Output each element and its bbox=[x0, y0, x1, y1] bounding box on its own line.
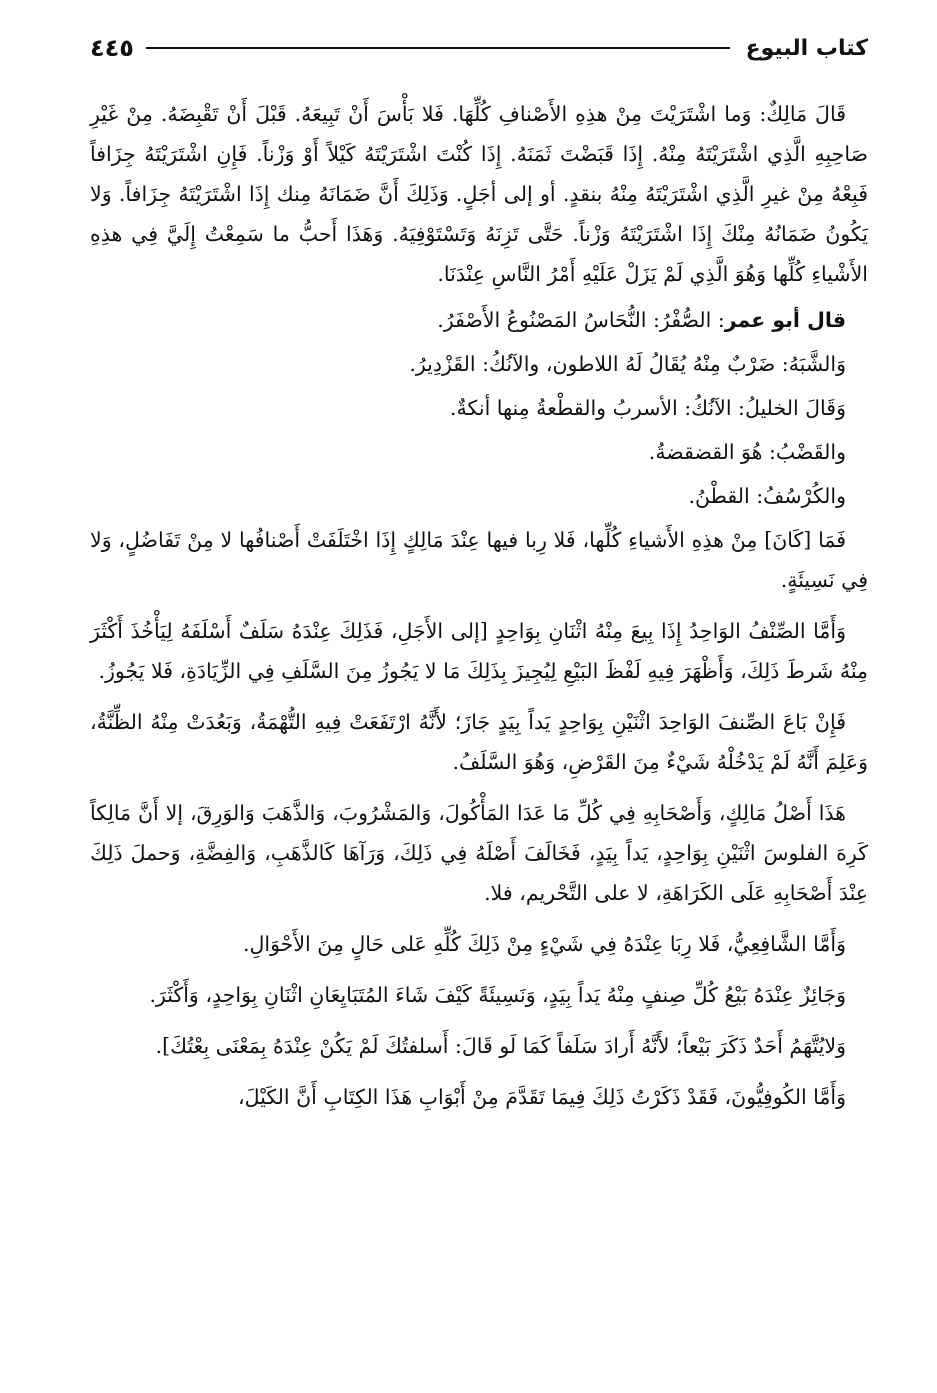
page-number: ٤٤٥ bbox=[90, 34, 134, 62]
paragraph-1: قَالَ مَالِكٌ: وَما اشْتَرَيْتَ مِنْ هذِهِ الأَصْنافِ كُلِّهَا. فَلا بَأْسَ أَنْ تَبِيعَهُ. قَبْلَ أَنْ تَقْبِضَهُ. مِنْ غَيْرِ صَاحِبِهِ الَّذِي اشْتَرَيْتَهُ مِنْهُ. إِذَا قَبَضْتَ ثَمَنَهُ. إِذَا كُنْتَ اشْتَرَيْتَهُ كَيْلاً أَوْ وَزْناً. فَإِنِ اشْتَرَيْتَهُ جِزَافاً فَبِعْهُ مِنْ غيرِ الَّذِي اشْتَرَيْتَهُ مِنْهُ بنقدٍ. أو إلى أجَلٍ. وَذَلِكَ أَنَّ ضَمَانَهُ مِنك إِذَا اشْتَرَيْتَهُ جِزَافاً. وَلا يَكُونُ ضَمَانُهُ مِنْكَ إِذَا اشْتَرَيْتَهُ وَزْناً. حَتَّى تَزِنَهُ وَتَسْتَوْفِيَهُ. وَهَذَا أَحبُّ ما سَمِعْتُ إِلَيَّ فِي هذِهِ الأَشْياءِ كُلِّها وَهُوَ الَّذِي لَمْ يَزَلْ عَلَيْهِ أَمْرُ النَّاسِ عِنْدَنَا. bbox=[90, 102, 868, 286]
header-rule bbox=[146, 47, 730, 49]
book-page bbox=[90, 28, 868, 1378]
paragraph-7: فَمَا [كَانَ] مِنْ هذِهِ الأَشياءِ كُلِّها، فَلا رِبا فيها عِنْدَ مَالِكٍ إِذَا اخْتَلَفَتْ أَصْنافُها لا مِنْ تَفَاضُلٍ، وَلا فِي نَسِيئَةٍ. bbox=[90, 528, 868, 592]
paragraph-6: والكُرْسُفُ: القطْنُ. bbox=[688, 484, 846, 508]
book-title: كتاب البيوع bbox=[745, 35, 868, 61]
paragraph-11: وَأَمَّا الشَّافِعِيُّ، فَلا رِبَا عِنْدَهُ فِي شَيْءٍ مِنْ ذَلِكَ كُلِّهِ عَلى حَالٍ مِنَ الأَحْوَالِ. bbox=[242, 932, 846, 956]
paragraph-4: وَقَالَ الخليلُ: الآنُكُ: الأسربُ والقطْعةُ مِنها أنكةٌ. bbox=[450, 396, 846, 420]
paragraph-9: فَإِنْ بَاعَ الصِّنفَ الوَاحِدَ اثْنَيْنِ بِوَاحِدٍ يَداً بِيَدٍ جَازَ؛ لأَنَّهُ ارْتَفَعَتْ فِيهِ التُّهْمَةُ، وَبَعُدَتْ مِنْهُ الظِّنَّةُ، وَعَلِمَ أَنَّهُ لَمْ يَدْخُلْهُ شَيْءٌ مِنَ القَرْضِ، وَهُوَ السَّلَفُ. bbox=[90, 710, 868, 774]
speaker-label: قال أبو عمر bbox=[724, 308, 846, 332]
paragraph-14: وَأَمَّا الكُوفِيُّونَ، فَقَدْ ذَكَرْتُ ذَلِكَ فِيمَا تَقَدَّمَ مِنْ أَبْوَابِ هَذَا الكِتَابِ أَنَّ الكَيْلَ، bbox=[238, 1085, 846, 1109]
page-body bbox=[90, 94, 868, 1117]
paragraph-8: وَأَمَّا الصِّنْفُ الوَاحِدُ إِذَا بِيعَ مِنْهُ اثْنَانِ بِوَاحِدٍ [إلى الأَجَلِ، فَذَلِكَ عِنْدَهُ سَلَفٌ أَسْلَفَهُ لِيَأْخُذَ أَكْثَرَ مِنْهُ شَرطَ ذَلِكَ، وَأَظْهَرَ فِيهِ لَفْظَ البَيْعِ لِيُجِيزَ بِذَلِكَ مَا لا يَجُوزُ مِنَ السَّلَفِ فِي الزِّيَادَةِ، فَلا يَجُوزُ. bbox=[90, 619, 868, 683]
paragraph-3: وَالشَّبَهُ: ضَرْبٌ مِنْهُ يُقَالُ لَهُ اللاطون، والآنُكُ: القَزْدِيرُ. bbox=[409, 352, 846, 376]
paragraph-2 bbox=[90, 300, 868, 340]
paragraph-10: هَذَا أَصْلُ مَالِكٍ، وَأَصْحَابِهِ فِي كُلِّ مَا عَدَا المَأْكُولَ، وَالمَشْرُوبَ، وَالذَّهَبَ وَالوَرِقَ، إلا أَنَّ مَالِكاً كَرِهَ الفلوسَ اثْنَيْنِ بِوَاحِدٍ، يَداً بِيَدٍ، فَخَالَفَ أَصْلَهُ فِي ذَلِكَ، وَرَآهَا كَالذَّهَبِ، وَالفِضَّةِ، وَحملَ ذَلِكَ عِنْدَ أَصْحَابِهِ عَلَى الكَرَاهَةِ، لا على التَّحْريم، فلا. bbox=[90, 801, 868, 905]
paragraph-2-text: : الصُّفْرُ: النُّحَاسُ المَصْنُوعُ الأَصْفَرُ. bbox=[437, 308, 725, 332]
paragraph-5: والقَضْبُ: هُوَ القضقضةُ. bbox=[648, 440, 846, 464]
paragraph-13: وَلايُتَّهَمُ أَحَدٌ ذَكَرَ بَيْعاً؛ لأَنَّهُ أَرادَ سَلَفاً كَمَا لَو قَالَ: أَسلفتُكَ لَمْ يَكُنْ عِنْدَهُ بِمَعْنَى بِعْتُكَ]. bbox=[155, 1034, 846, 1058]
page-header bbox=[90, 28, 868, 68]
paragraph-12: وَجَائِزٌ عِنْدَهُ بَيْعُ كُلِّ صِنفٍ مِنْهُ يَداً بِيَدٍ، وَنَسِيئَةً كَيْفَ شَاءَ المُتَبَايِعَانِ اثْنَانِ بِوَاحِدٍ، وَأَكْثَرَ. bbox=[149, 983, 846, 1007]
